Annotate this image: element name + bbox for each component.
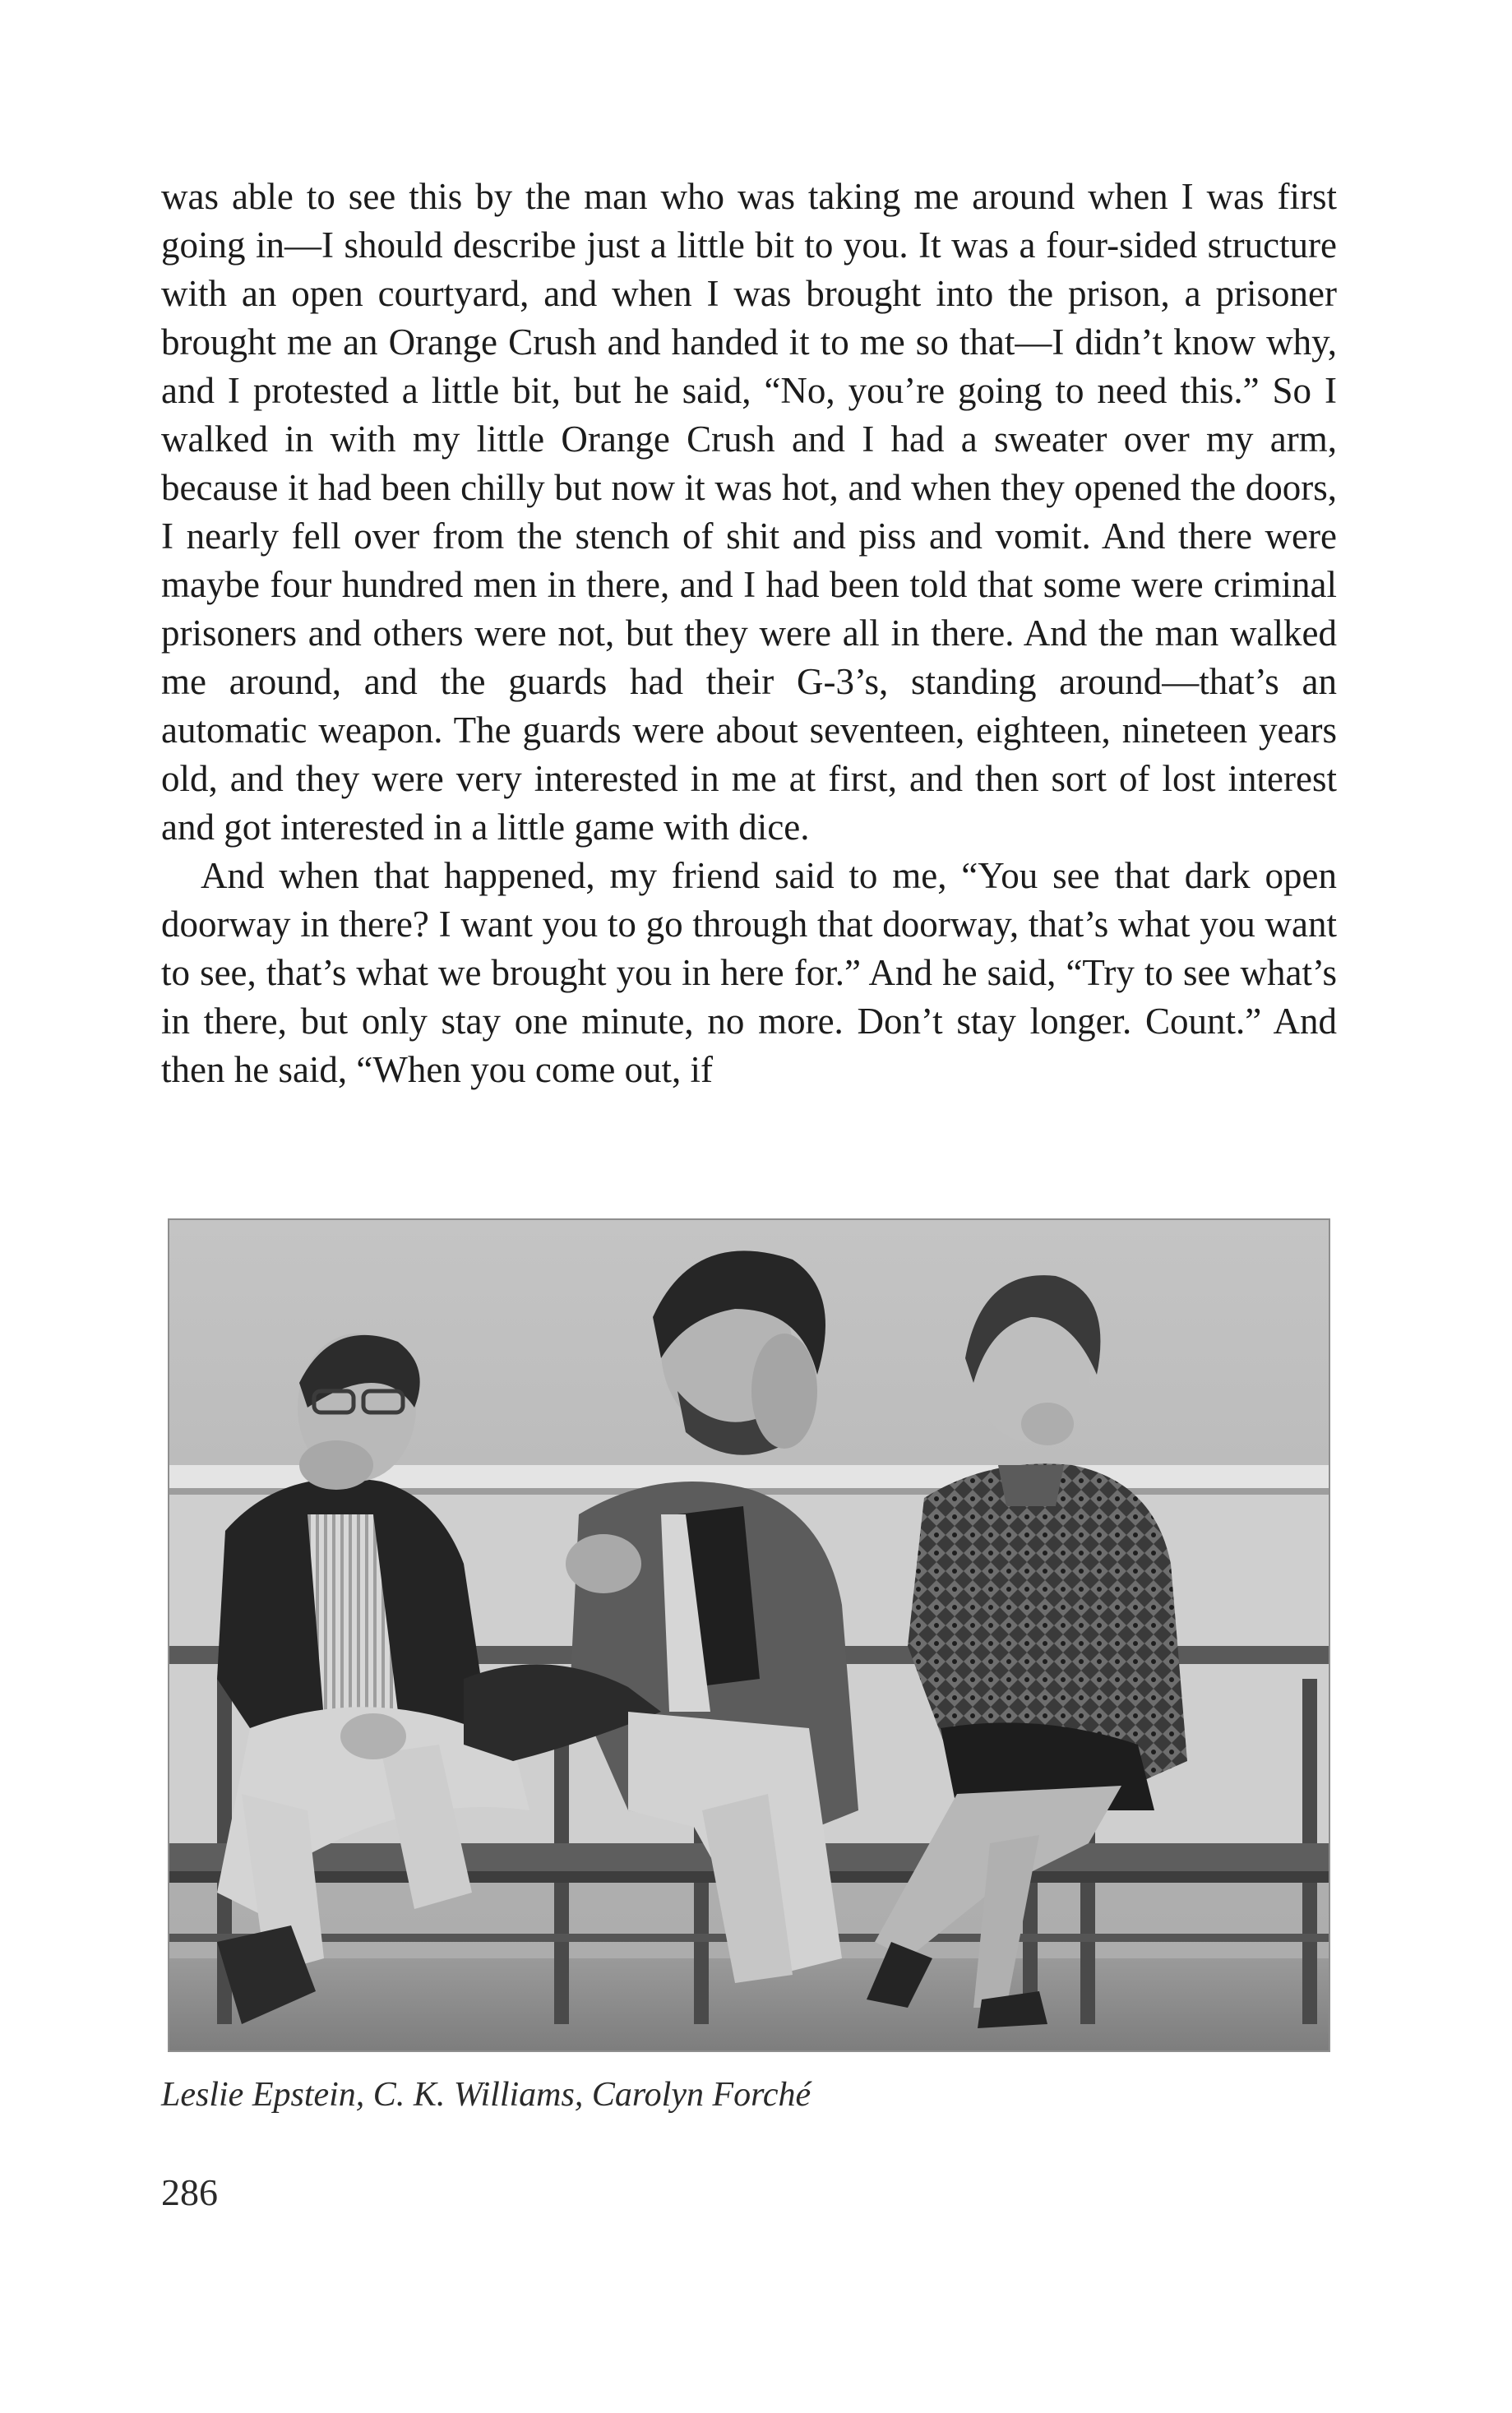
paragraph-1: was able to see this by the man who was taking me around when I was first going in—I should describe just a little bit to you. It was a four-sided structure with an open courtyard, and when I was brought into the prison, a prisoner brought me an Orange Crush and handed it to me so that—I didn’t know why, and I protested a little bit, but he said, “No, you’re going to need this.” So I walked in with my little Orange Crush and I had a sweater over my arm, because it had been chilly but now it was hot, and when they opened the doors, I nearly fell over from the stench of shit and piss and vomit. And there were maybe four hundred men in there, and I had been told that some were criminal prisoners and others were not, but they were all in there. And the man walked me around, and the guards had their G-3’s, standing around—that’s an automatic weapon. The guards were about seventeen, eighteen, nineteen years old, and they were very interested in me at first, and then sort of lost interest and got interested in a little game with dice. — [161, 176, 1337, 848]
photo-caption: Leslie Epstein, C. K. Williams, Carolyn Forché — [161, 2076, 811, 2114]
photograph-image — [168, 1218, 1330, 2052]
photograph — [168, 1218, 1330, 2052]
page-number: 286 — [161, 2171, 218, 2213]
paragraph-2: And when that happened, my friend said to me, “You see that dark open doorway in there? I want you to go through that doorway, that’s what you want to see, that’s what we brought you in here for.” And he said, “Try to see what’s in there, but only stay one minute, no more. Don’t stay longer. Count.” And then he said, “When you come out, if — [161, 855, 1337, 1090]
body-text — [161, 173, 1337, 1094]
